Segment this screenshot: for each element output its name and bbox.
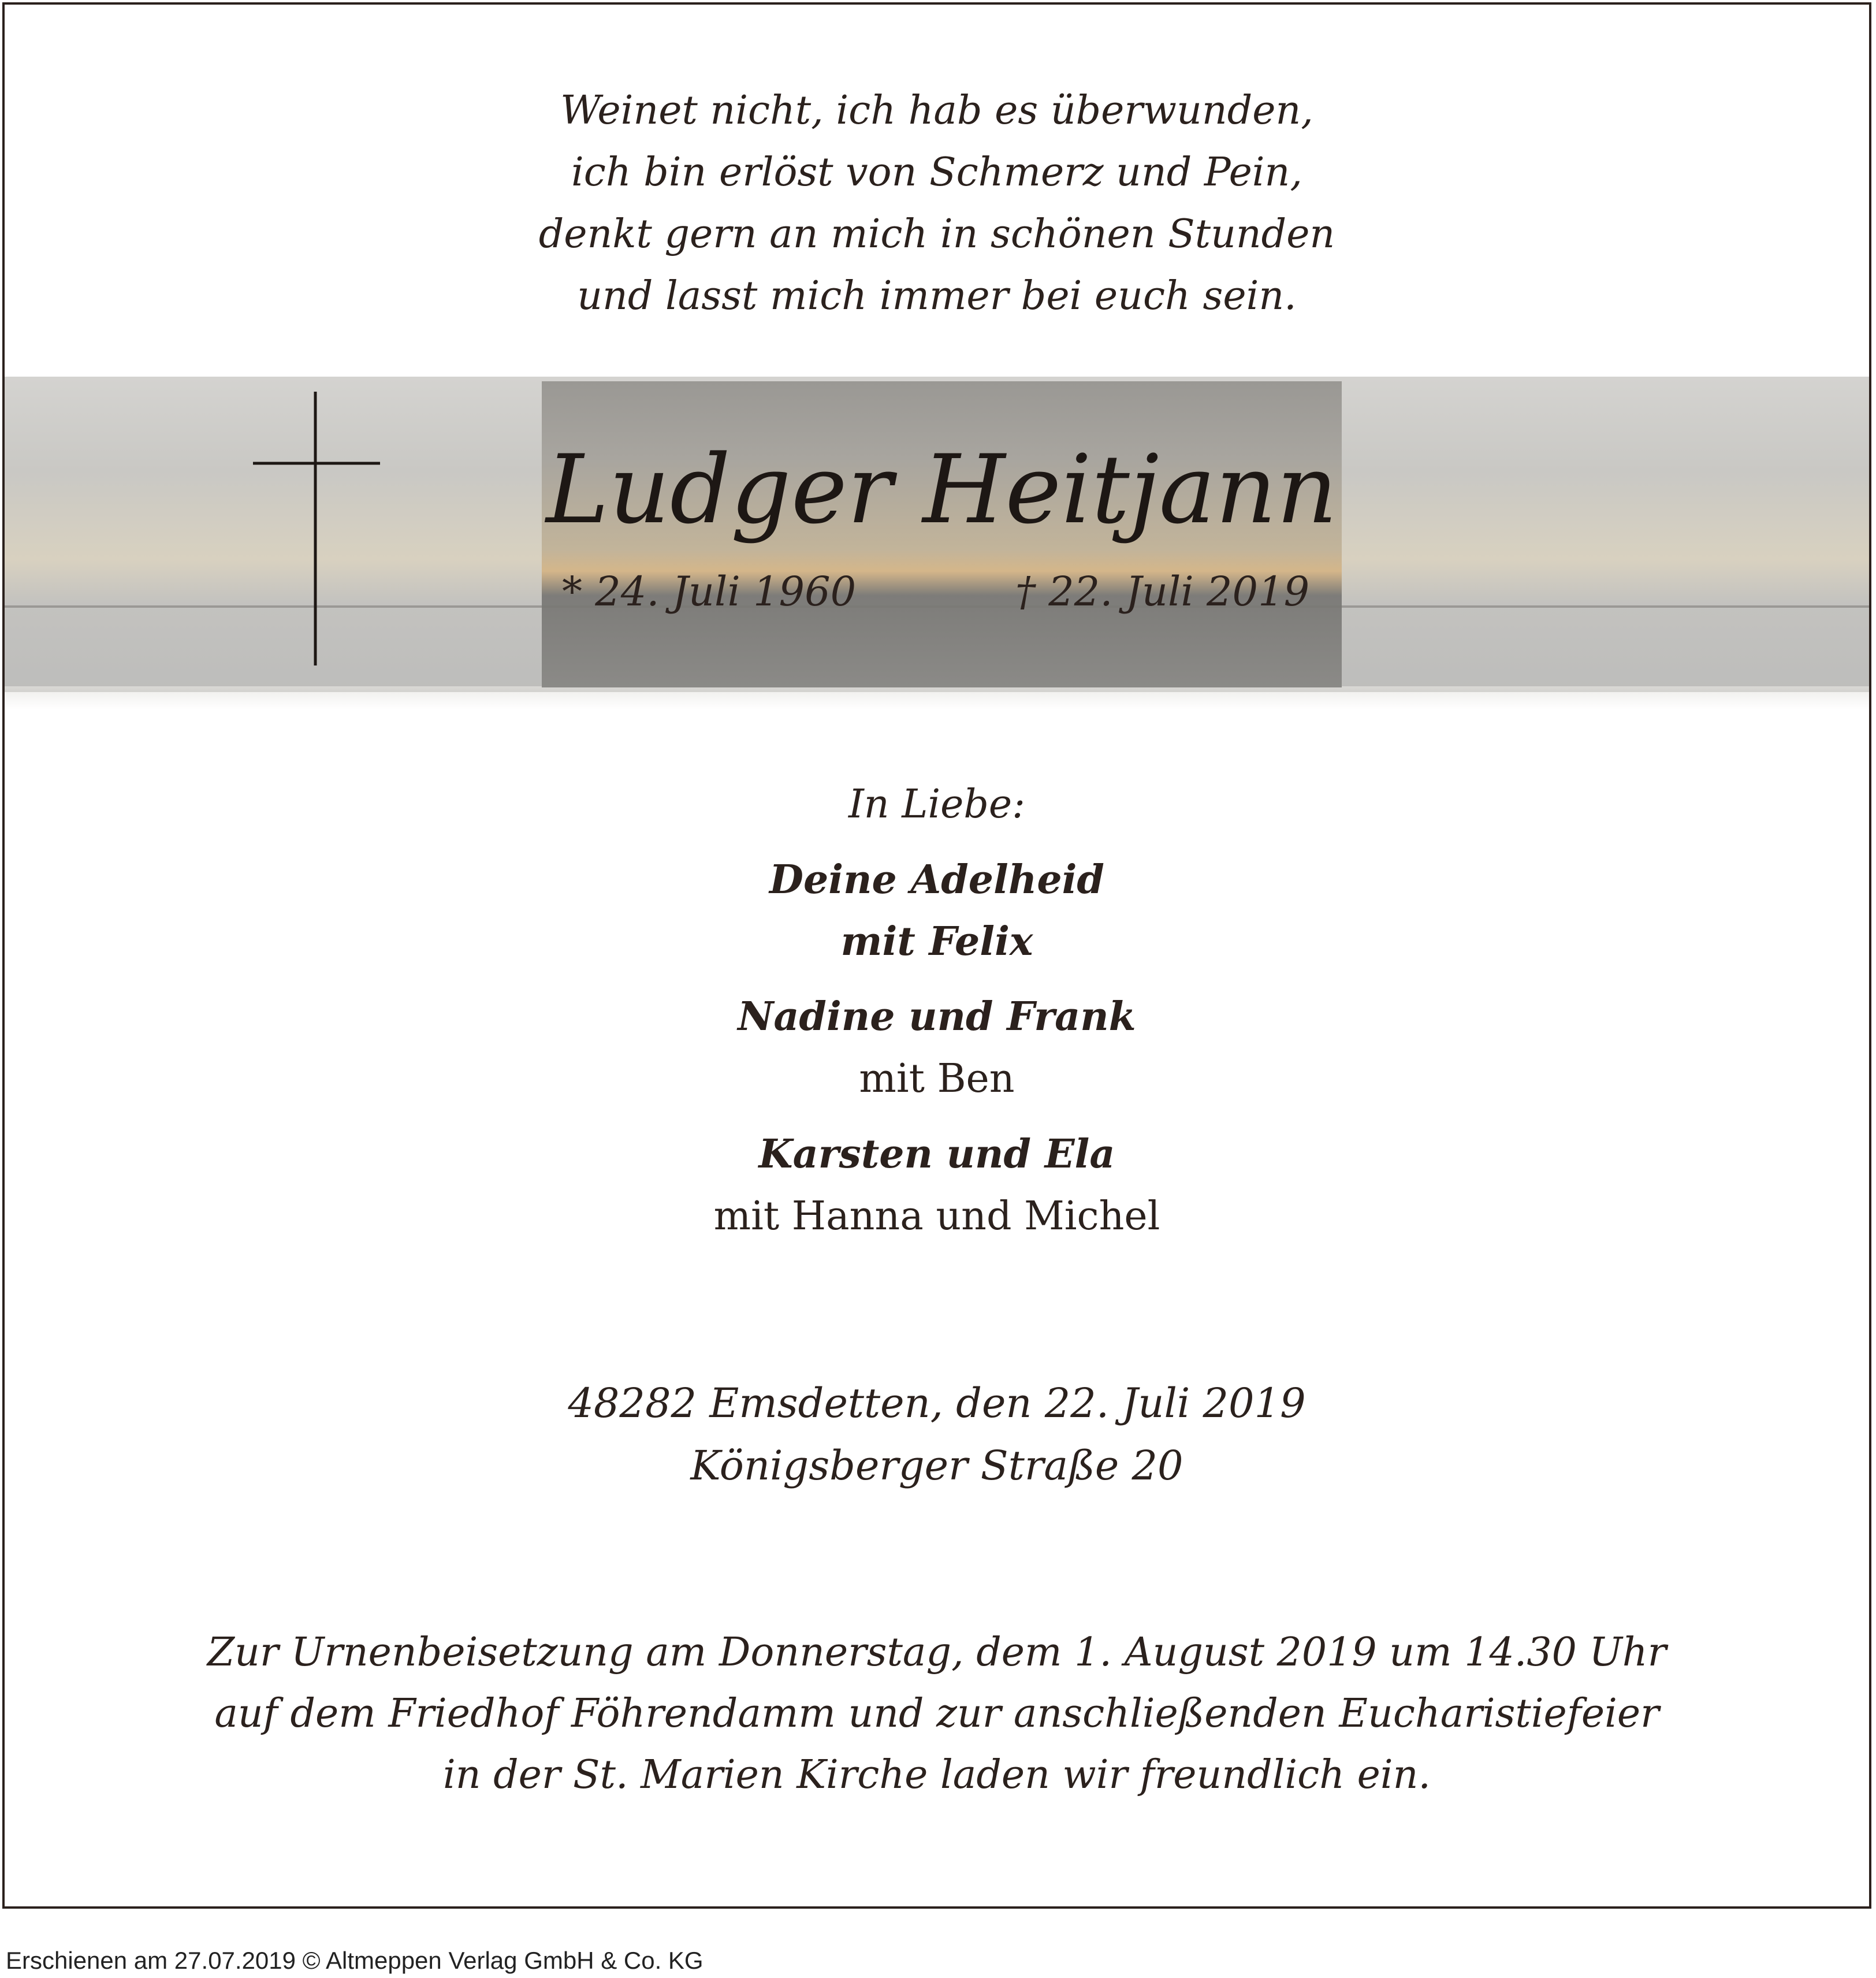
address: Königsberger Straße 20 — [690, 1442, 1183, 1489]
poem — [5, 80, 1869, 327]
family-member: Nadine und Frank — [738, 994, 1136, 1040]
poem-line: ich bin erlöst von Schmerz und Pein, — [571, 150, 1302, 195]
death-date: † 22. Juli 2019 — [1015, 568, 1310, 615]
birth-date: * 24. Juli 1960 — [562, 568, 857, 615]
family-member: mit Felix — [840, 919, 1033, 965]
family-intro: In Liebe: — [848, 782, 1026, 827]
family-member: Deine Adelheid — [769, 857, 1104, 903]
banner-fade — [5, 686, 1869, 709]
publication-footer: Erschienen am 27.07.2019 © Altmeppen Verlag GmbH & Co. KG — [6, 1947, 704, 1974]
obituary-frame — [2, 2, 1871, 1909]
family-member-children: mit Hanna und Michel — [713, 1194, 1160, 1239]
service-line: in der St. Marien Kirche laden wir freundlich ein. — [442, 1752, 1431, 1798]
service-line: auf dem Friedhof Föhrendamm und zur anschließenden Eucharistiefeier — [214, 1691, 1659, 1737]
family-member-children: mit Ben — [859, 1056, 1015, 1102]
service-info — [5, 1622, 1869, 1806]
service-line: Zur Urnenbeisetzung am Donnerstag, dem 1. August 2019 um 14.30 Uhr — [207, 1630, 1667, 1675]
poem-line: denkt gern an mich in schönen Stunden — [538, 211, 1335, 257]
place-date: 48282 Emsdetten, den 22. Juli 2019 — [568, 1380, 1306, 1427]
poem-line: und lasst mich immer bei euch sein. — [577, 273, 1297, 319]
deceased-name: Ludger Heitjann — [546, 434, 1338, 545]
poem-line: Weinet nicht, ich hab es überwunden, — [560, 88, 1313, 133]
family-member: Karsten und Ela — [758, 1131, 1115, 1177]
cross-icon — [253, 392, 380, 665]
